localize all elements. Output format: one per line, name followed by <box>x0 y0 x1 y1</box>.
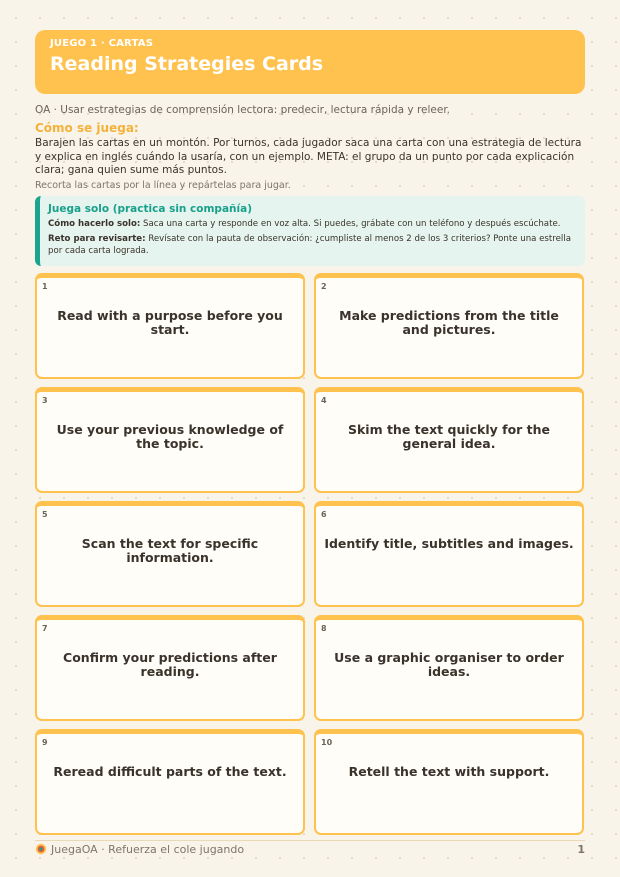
cut-instructions: Recorta las cartas por la línea y repártelas para jugar. <box>35 180 291 191</box>
card-number: 1 <box>42 282 48 291</box>
card-text: Scan the text for specific information. <box>81 536 259 565</box>
header-banner <box>35 30 585 94</box>
card-text: Make predictions from the title and pictures. <box>339 308 559 337</box>
page-number: 1 <box>577 843 585 856</box>
solo-how-label: Cómo hacerlo solo: <box>48 219 141 229</box>
strategy-card <box>35 387 305 493</box>
strategy-card <box>314 273 584 379</box>
solo-review-text: Revísate con la pauta de observación: ¿cumpliste al menos 2 de los 3 criterios? Ponte una estrella por cada carta lograda. <box>48 234 571 256</box>
footer-divider <box>35 840 585 841</box>
solo-how-text: Saca una carta y responde en voz alta. Si puedes, grábate con un teléfono y después escúchate. <box>143 219 561 229</box>
card-number: 4 <box>321 396 327 405</box>
card-text: Confirm your predictions after reading. <box>63 650 277 679</box>
card-text: Use a graphic organiser to order ideas. <box>334 650 564 679</box>
page-title: Reading Strategies Cards <box>50 53 324 75</box>
card-number: 10 <box>321 738 333 747</box>
card-text: Use your previous knowledge of the topic. <box>56 422 284 451</box>
card-number: 8 <box>321 624 327 633</box>
card-number: 7 <box>42 624 48 633</box>
strategy-card <box>35 273 305 379</box>
card-text: Read with a purpose before you start. <box>57 308 283 337</box>
card-text: Identify title, subtitles and images. <box>324 536 574 551</box>
strategy-card <box>314 387 584 493</box>
how-to-play-text: Barajen las cartas en un montón. Por turnos, cada jugador saca una carta con una estrategia de lectura y explica en inglés cuándo la usaría, con un ejemplo. META: el grupo da un punto por cada explicación clara; gana quien sume más puntos. <box>35 137 582 176</box>
solo-review-label: Reto para revisarte: <box>48 234 146 244</box>
card-number: 6 <box>321 510 327 519</box>
solo-review-line <box>48 233 575 257</box>
strategy-card <box>35 501 305 607</box>
strategy-card <box>314 615 584 721</box>
card-number: 9 <box>42 738 48 747</box>
solo-play-box <box>35 196 585 266</box>
strategy-card <box>314 501 584 607</box>
card-text: Reread difficult parts of the text. <box>53 764 287 779</box>
solo-how-line <box>48 218 575 230</box>
game-kicker: JUEGO 1 · CARTAS <box>50 38 154 49</box>
learning-objective: OA · Usar estrategias de comprensión lectora: predecir, lectura rápida y releer. <box>35 104 451 116</box>
strategy-card <box>35 729 305 835</box>
footer-brand: JuegaOA · Refuerza el cole jugando <box>51 843 245 856</box>
card-text: Retell the text with support. <box>348 764 550 779</box>
card-number: 3 <box>42 396 48 405</box>
card-number: 5 <box>42 510 48 519</box>
how-to-play-title: Cómo se juega: <box>35 121 139 135</box>
strategy-card <box>314 729 584 835</box>
solo-title: Juega solo (practica sin compañía) <box>48 203 252 215</box>
card-text: Skim the text quickly for the general idea. <box>347 422 551 451</box>
juegaoa-logo-icon <box>35 843 47 855</box>
card-number: 2 <box>321 282 327 291</box>
strategy-card <box>35 615 305 721</box>
